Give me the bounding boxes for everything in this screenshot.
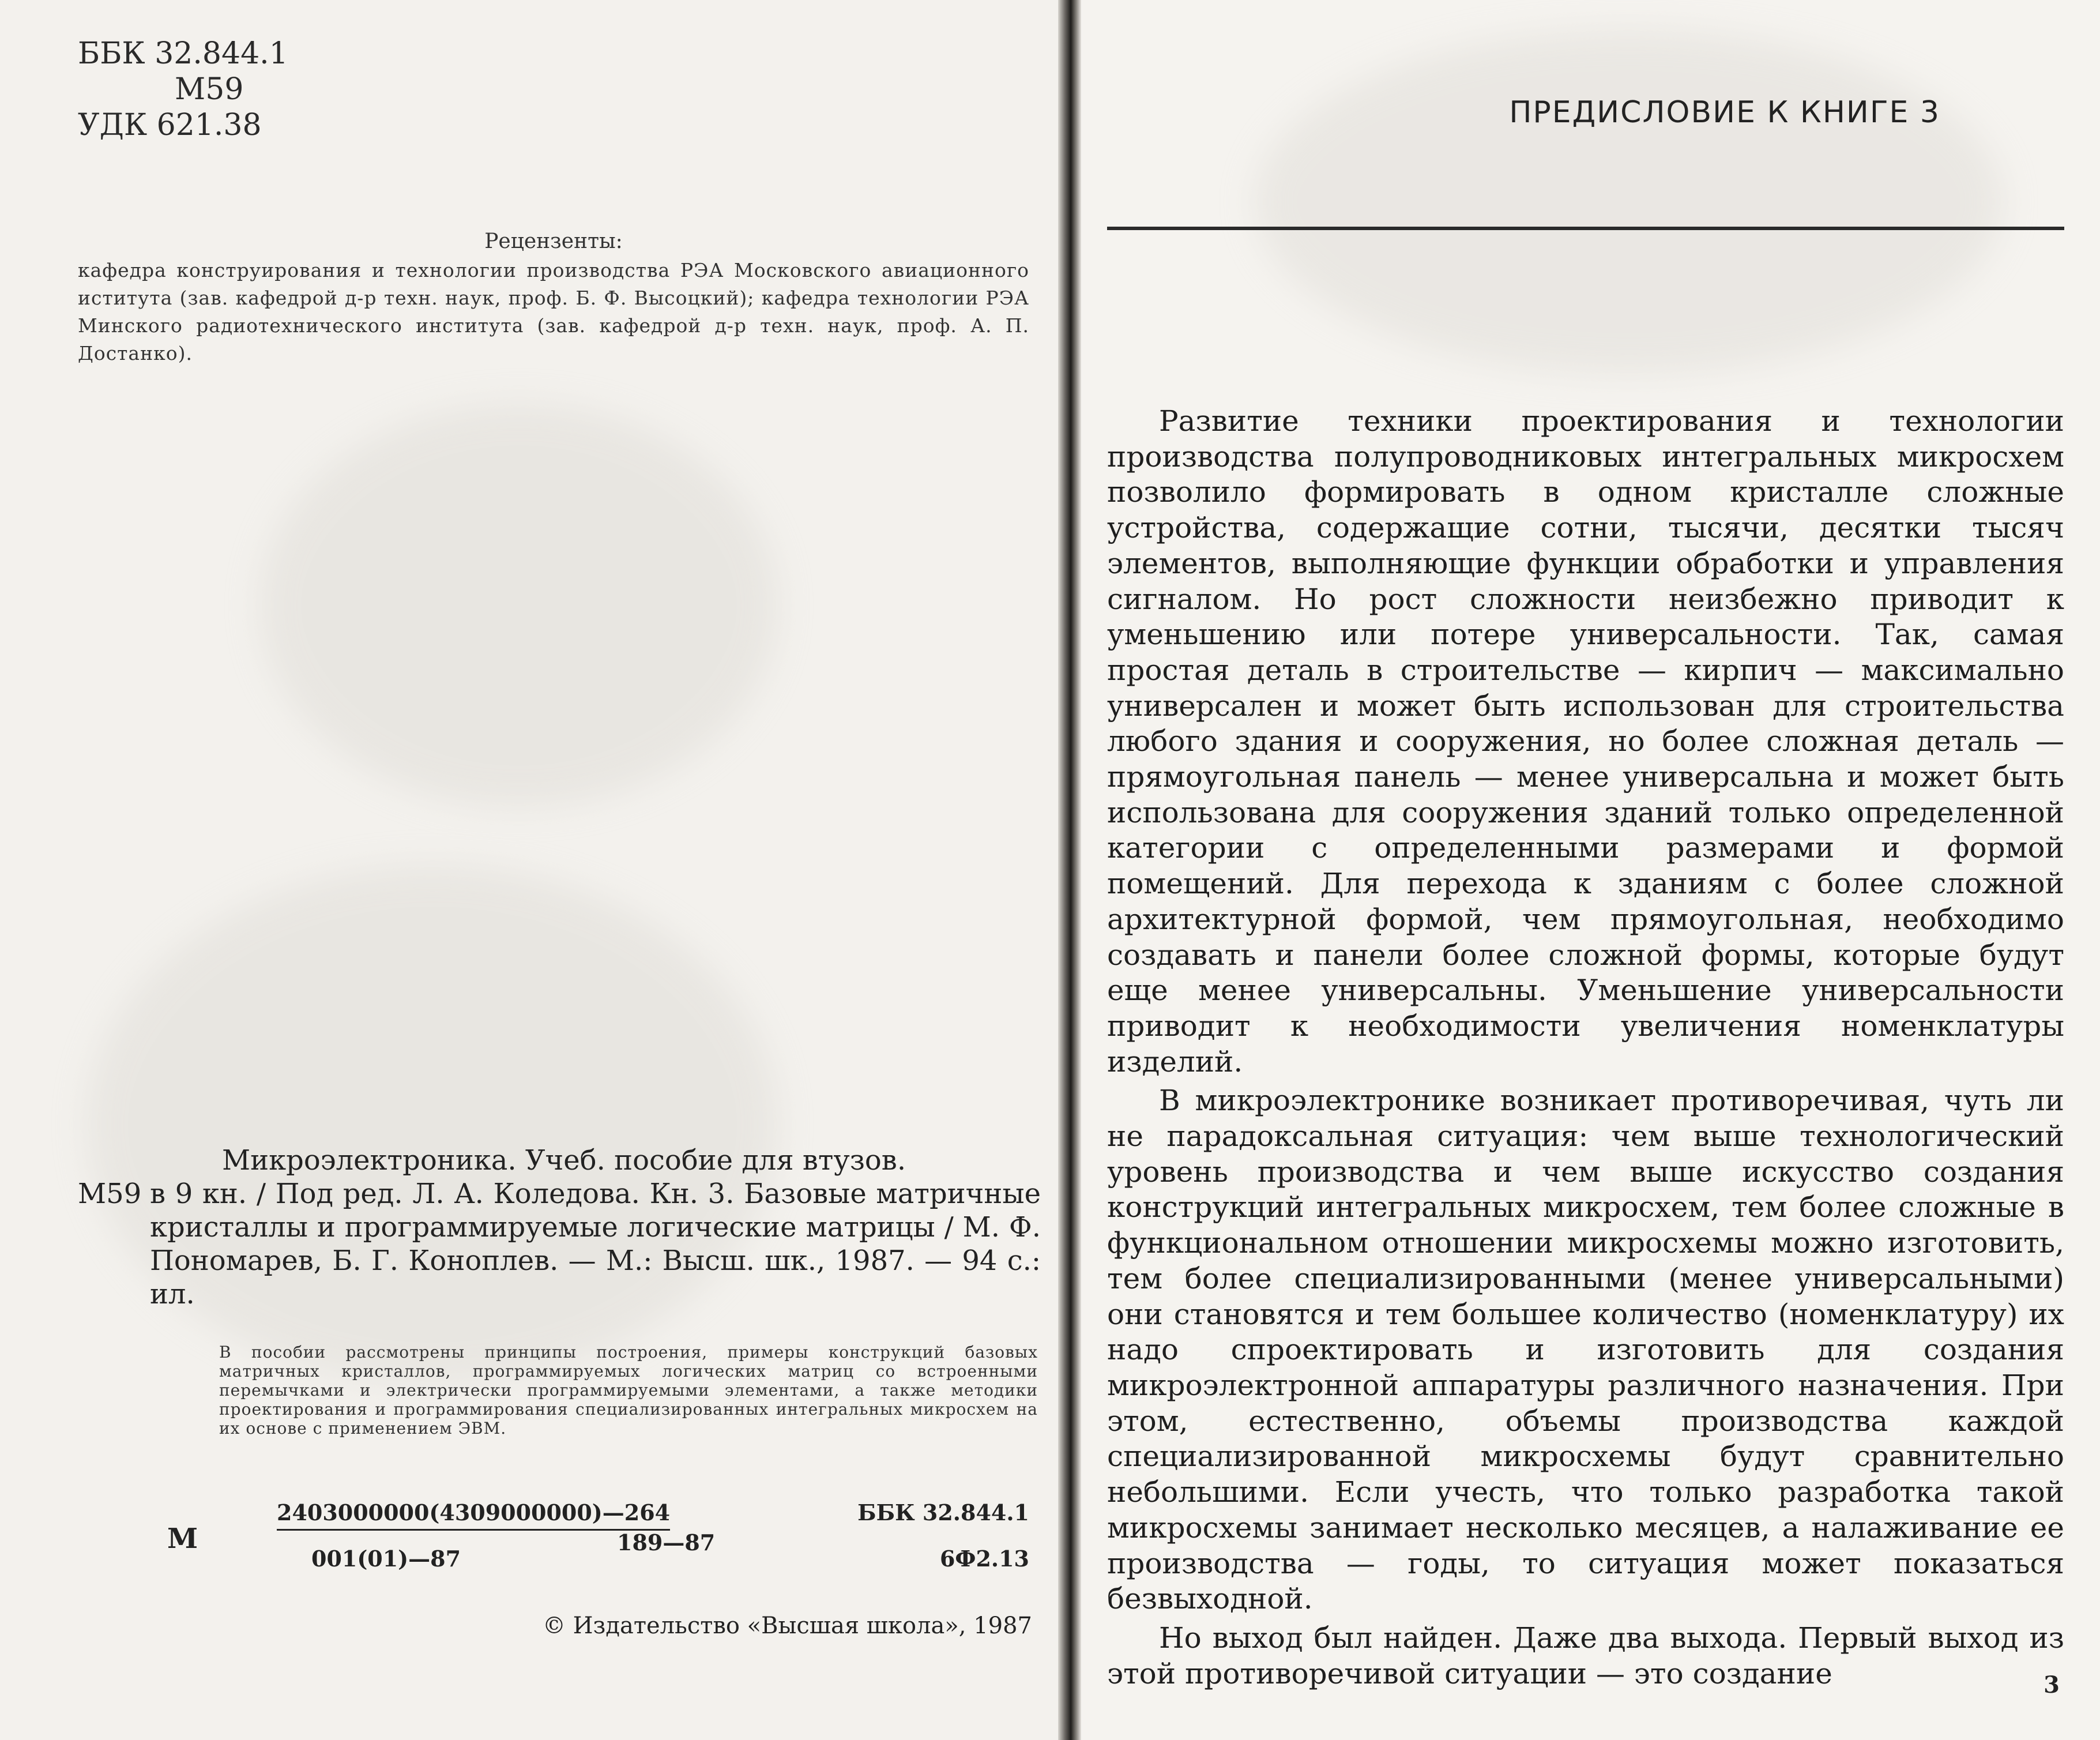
order-number: 189—87 (617, 1529, 716, 1555)
production-code (78, 1500, 1041, 1572)
production-prefix: М (167, 1523, 198, 1555)
copyright-line: © Издательство «Высшая школа», 1987 (542, 1613, 1032, 1639)
paragraph: Но выход был найден. Даже два выхода. Первый выход из этой противоречивой ситуации — это создание (1107, 1621, 2064, 1690)
classification-block (78, 36, 288, 143)
book-gutter (1058, 0, 1081, 1740)
paragraph: Развитие техники проектирования и технологии производства полупроводниковых интегральных микросхем позволило формировать в одном кристалле сложные устройства, содержащие сотни, тысячи, десятки тысяч элементов, выполняющие функции обработки и управления сигналом. Но рост сложности неизбежно приводит к уменьшению или потере универсальности. Так, самая простая деталь в строительстве — кирпич — максимально универсален и может быть использован для строительства любого здания и сооружения, но более сложная деталь — прямоугольная панель — менее универсальна и может быть использована для сооружения зданий только определенной категории с определенными размерами и формой помещений. Для перехода к зданиям с более сложной архитектурной формой, чем прямоугольная, необходимо создавать и панели более сложной формы, которые будут еще менее универсальны. Уменьшение универсальности приводит к необходимости увеличения номенклатуры изделий. (1107, 404, 2064, 1078)
show-through-blot (259, 404, 778, 807)
page-heading: ПРЕДИСЛОВИЕ К КНИГЕ 3 (1509, 95, 1940, 130)
bibliographic-lead: Микроэлектроника. Учеб. пособие для втузов. (222, 1144, 906, 1177)
body-text (1107, 404, 2064, 1695)
udk-code: УДК 621.38 (78, 108, 262, 142)
bibliographic-code: М59 (78, 1178, 142, 1210)
reviewers-title: Рецензенты: (484, 230, 623, 253)
annotation-text: В пособии рассмотрены принципы построения, примеры конструкций базовых матричных кристаллов, программируемых логических матриц со встроенными перемычками и электрически программируемыми элементами, а также методики проектирования и программирования специализированных интегральных микросхем на их основе с применением ЭВМ. (219, 1343, 1038, 1438)
right-page (1081, 0, 2100, 1740)
bibliographic-record (78, 1144, 1041, 1311)
page-number: 3 (2043, 1671, 2060, 1698)
reviewers-text: кафедра конструирования и технологии производства РЭА Московского авиационного иститута (зав. кафедрой д-р техн. наук, проф. Б. Ф. Высоцкий); кафедра технологии РЭА Минского радиотехнического института (зав. кафедрой д-р техн. наук, проф. А. П. Достанко). (78, 259, 1029, 364)
author-mark: М59 (175, 72, 244, 107)
production-numerator: 2403000000(4309000000)—264 (277, 1500, 670, 1531)
paragraph: В микроэлектронике возникает противоречивая, чуть ли не парадоксальная ситуация: чем выше технологический уровень производства и чем выше искусство создания конструкций интегральных микросхем, тем более сложные в функциональном отношении микросхемы можно изготовить, тем более специализированными (менее универсальными) они становятся и тем большее количество (номенклатуру) их надо спроектировать и изготовить для создания микроэлектронной аппаратуры различного назначения. При этом, естественно, объемы производства каждой специализированной микросхемы будут сравнительно небольшими. Если учесть, что только разработка такой микросхемы занимает несколько месяцев, а налаживание ее производства — годы, то ситуация может показаться безвыходной. (1107, 1084, 2064, 1616)
bibliographic-text: в 9 кн. / Под ред. Л. А. Коледова. Кн. 3. Базовые матричные кристаллы и программируемые логические матрицы / М. Ф. Пономарев, Б. Г. Коноплев. — М.: Высш. шк., 1987. — 94 с.: ил. (150, 1178, 1041, 1310)
production-bbk: ББК 32.844.1 (857, 1500, 1029, 1525)
heading-rule (1107, 227, 2064, 230)
price-code: 6Ф2.13 (939, 1546, 1029, 1572)
bbk-code: ББК 32.844.1 (78, 36, 288, 71)
production-denominator: 001(01)—87 (311, 1546, 461, 1572)
show-through-blot (1254, 29, 2004, 375)
